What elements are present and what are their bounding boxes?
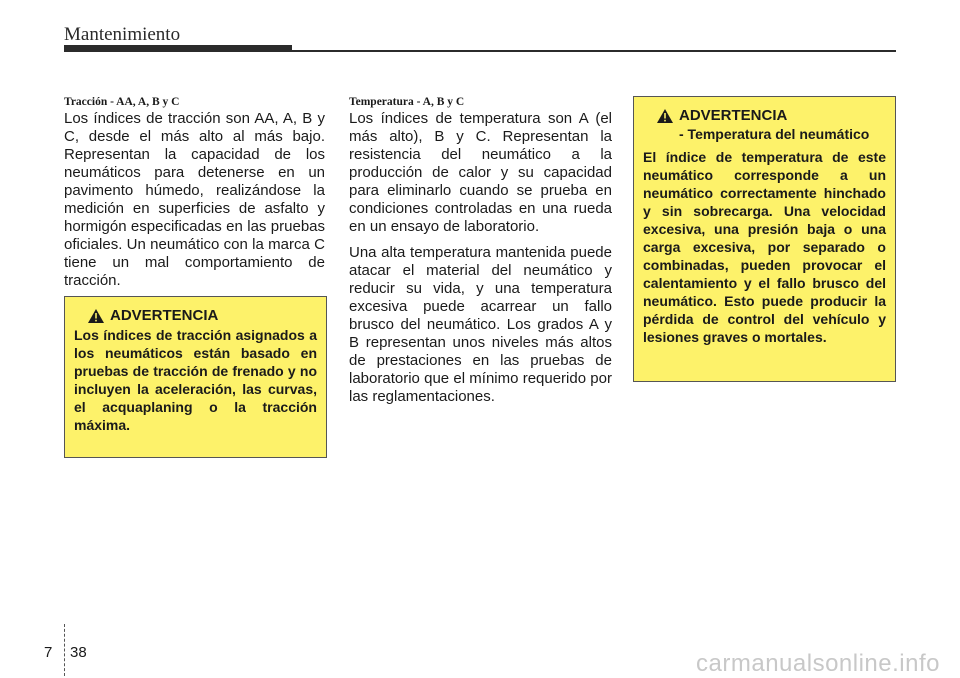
traction-body (64, 110, 325, 298)
warning-triangle-icon (657, 109, 673, 123)
temperature-warning-text: El índice de temperatura de este neumático corresponde a un neumático correctamente hinchado y sin sobrecarga. Una velocidad excesiva, una presión baja o una carga excesiva, por separado o combinadas, pueden provocar el calentamiento y el fallo brusco del neumático. Esto puede producir la pérdida de control del vehículo y lesiones graves o mortales. (643, 149, 886, 345)
temperature-paragraph-1: Los índices de temperatura son A (el más alto), B y C. Representan la resistencia del neumático a la producción de calor y su capacidad para eliminarlo cuando se prueba en condiciones controladas en una rueda en un ensayo de laboratorio. (349, 110, 612, 235)
traction-warning-text: Los índices de tracción asignados a los neumáticos están basado en pruebas de tracción de frenado y no incluyen la aceleración, las curvas, el acquaplaning o la tracción máxima. (74, 327, 317, 433)
page-header-title: Mantenimiento (64, 24, 181, 45)
header-rule (292, 50, 896, 52)
temperature-warning-box (633, 96, 896, 382)
warning-title-text: ADVERTENCIA (110, 307, 219, 324)
warning-title (657, 107, 886, 124)
watermark: carmanualsonline.info (696, 650, 940, 677)
warning-title (88, 307, 317, 324)
traction-warning-box (64, 296, 327, 458)
page-footer (0, 614, 960, 676)
chapter-number: 7 (44, 644, 53, 661)
warning-subtitle: - Temperatura del neumático (679, 126, 870, 142)
traction-paragraph: Los índices de tracción son AA, A, B y C, desde el más alto al más bajo. Representan la capacidad de los neumáticos para detenerse en un pavimento húmedo, realizándose la medición en superficies de asfalto y hormigón especificadas en las pruebas oficiales. Un neumático con la marca C tiene un mal comportamiento de tracción. (64, 110, 325, 289)
temperature-heading: Temperatura - A, B y C (349, 96, 465, 108)
temperature-body (349, 110, 612, 414)
temperature-paragraph-2: Una alta temperatura mantenida puede atacar el material del neumático y reducir su vida, y una temperatura excesiva puede acarrear un fallo brusco del neumático. Los grados A y B representan unos niveles más altos de prestaciones en las pruebas de laboratorio que el mínimo requerido por las reglamentaciones. (349, 244, 612, 405)
page-number: 38 (70, 644, 87, 661)
warning-title-text: ADVERTENCIA (679, 107, 788, 124)
warning-triangle-icon (88, 309, 104, 323)
traction-heading: Tracción - AA, A, B y C (64, 96, 180, 108)
footer-divider (64, 624, 65, 676)
header-bar (64, 45, 292, 52)
